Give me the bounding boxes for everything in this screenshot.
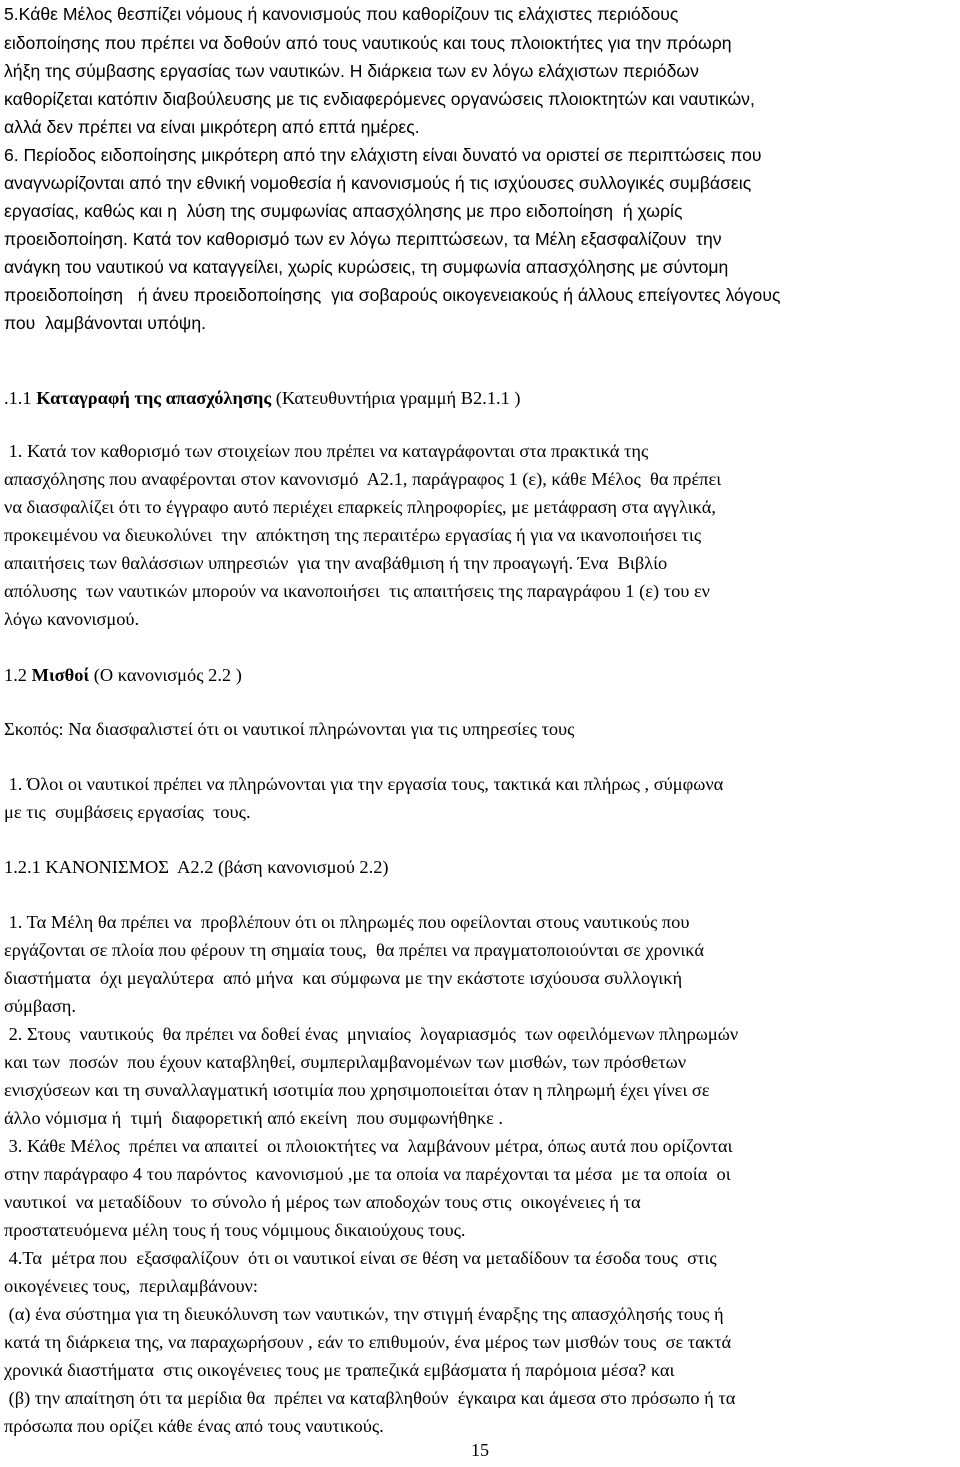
text-line: κατά τη διάρκεια της, να παραχωρήσουν , εάν το επιθυμούν, ένα μέρος των μισθών τους σε τακτά	[4, 1332, 732, 1352]
text-line: εργασίας, καθώς και η λύση της συμφωνίας απασχόλησης με προ ειδοποίηση ή χωρίς	[4, 201, 683, 221]
text-line: να διασφαλίζει ότι το έγγραφο αυτό περιέχει επαρκείς πληροφορίες, με μετάφραση στα αγγλικά,	[4, 497, 716, 517]
text-line: με τις συμβάσεις εργασίας τους.	[4, 802, 251, 822]
text-line: απασχόλησης που αναφέρονται στον κανονισμό Α2.1, παράγραφος 1 (ε), κάθε Μέλος θα πρέπει	[4, 469, 722, 489]
text-line: 1. Τα Μέλη θα πρέπει να προβλέπουν ότι οι πληρωμές που οφείλονται στους ναυτικούς που	[4, 912, 690, 932]
heading-prefix: .1.1	[4, 388, 37, 408]
heading-suffix: (Κατευθυντήρια γραμμή Β2.1.1 )	[271, 388, 521, 408]
text-line: οικογένειες τους, περιλαμβάνουν:	[4, 1276, 258, 1296]
heading-suffix: (Ο κανονισμός 2.2 )	[89, 665, 242, 685]
text-line: στην παράγραφο 4 του παρόντος κανονισμού ,με τα οποία να παρέχονται τα μέσα με τα οποία οι	[4, 1164, 731, 1184]
text-line: (β) την απαίτηση ότι τα μερίδια θα πρέπει να καταβληθούν έγκαιρα και άμεσα στο πρόσωπο ή τα	[4, 1388, 736, 1408]
text-line: 2. Στους ναυτικούς θα πρέπει να δοθεί ένας μηνιαίος λογαριασμός των οφειλόμενων πληρωμών	[4, 1024, 739, 1044]
page-number: 15	[471, 1440, 489, 1460]
text-line: απόλυσης των ναυτικών μπορούν να ικανοποιήσει τις απαιτήσεις της παραγράφου 1 (ε) του εν	[4, 581, 711, 601]
text-line: 3. Κάθε Μέλος πρέπει να απαιτεί οι πλοιοκτήτες να λαμβάνουν μέτρα, όπως αυτά που ορίζονται	[4, 1136, 733, 1156]
text-line: εργάζονται σε πλοία που φέρουν τη σημαία τους, θα πρέπει να πραγματοποιούνται σε χρονικά	[4, 940, 705, 960]
purpose-line: Σκοπός: Να διασφαλιστεί ότι οι ναυτικοί πληρώνονται για τις υπηρεσίες τους	[4, 719, 575, 739]
text-line: πρόσωπα που ορίζει κάθε ένας από τους ναυτικούς.	[4, 1416, 384, 1436]
heading-bold-title: Καταγραφή της απασχόλησης	[36, 388, 272, 408]
text-line: ανάγκη του ναυτικού να καταγγείλει, χωρίς κυρώσεις, τη συμφωνία απασχόλησης με σύντομη	[4, 257, 729, 277]
text-line: προστατευόμενα μέλη τους ή τους νόμιμους δικαιούχους τους.	[4, 1220, 466, 1240]
text-line: προκειμένου να διευκολύνει την απόκτηση της περαιτέρω εργασίας ή για να ικανοποιήσει τις	[4, 525, 702, 545]
text-line: απαιτήσεις των θαλάσσιων υπηρεσιών για την αναβάθμιση ή την προαγωγή. Ένα Βιβλίο	[4, 553, 668, 573]
section-heading-1-2	[4, 663, 242, 687]
text-line: 5.Κάθε Μέλος θεσπίζει νόμους ή κανονισμούς που καθορίζουν τις ελάχιστες περιόδους	[4, 4, 679, 24]
text-line: ειδοποίησης που πρέπει να δοθούν από τους ναυτικούς και τους πλοιοκτήτες για την πρόωρη	[4, 33, 732, 53]
text-line: ναυτικοί να μεταδίδουν το σύνολο ή μέρος των αποδοχών τους στις οικογένειες ή τα	[4, 1192, 641, 1212]
text-line: αναγνωρίζονται από την εθνική νομοθεσία ή κανονισμούς ή τις ισχύουσες συλλογικές συμβάσεις	[4, 173, 752, 193]
heading-prefix: 1.2	[4, 665, 32, 685]
section-heading-1-2-1: 1.2.1 ΚΑΝΟΝΙΣΜΟΣ Α2.2 (βάση κανονισμού 2.2)	[4, 857, 389, 877]
text-line: που λαμβάνονται υπόψη.	[4, 313, 207, 333]
text-line: σύμβαση.	[4, 996, 77, 1016]
heading-bold-title: Μισθοί	[31, 665, 90, 685]
section-heading-1-1	[4, 386, 521, 410]
text-line: αλλά δεν πρέπει να είναι μικρότερη από επτά ημέρες.	[4, 117, 420, 137]
text-line: 4.Τα μέτρα που εξασφαλίζουν ότι οι ναυτικοί είναι σε θέση να μεταδίδουν τα έσοδα τους στις	[4, 1248, 717, 1268]
text-line: (α) ένα σύστημα για τη διευκόλυνση των ναυτικών, την στιγμή έναρξης της απασχόλησής τους ή	[4, 1304, 724, 1324]
text-line: και των ποσών που έχουν καταβληθεί, συμπεριλαμβανομένων των μισθών, των πρόσθετων	[4, 1052, 687, 1072]
text-line: λήξη της σύμβασης εργασίας των ναυτικών. Η διάρκεια των εν λόγω ελάχιστων περιόδων	[4, 61, 699, 81]
text-line: 1. Κατά τον καθορισμό των στοιχείων που πρέπει να καταγράφονται στα πρακτικά της	[4, 441, 649, 461]
text-line: προειδοποίηση ή άνευ προειδοποίησης για σοβαρούς οικογενειακούς ή άλλους επείγοντες λόγους	[4, 285, 781, 305]
text-line: ενισχύσεων και τη συναλλαγματική ισοτιμία που χρησιμοποιείται όταν η πληρωμή έχει γίνει σε	[4, 1080, 710, 1100]
text-line: 6. Περίοδος ειδοποίησης μικρότερη από την ελάχιστη είναι δυνατό να οριστεί σε περιπτώσεις που	[4, 145, 762, 165]
text-line: προειδοποίηση. Κατά τον καθορισμό των εν λόγω περιπτώσεων, τα Μέλη εξασφαλίζουν την	[4, 229, 722, 249]
text-line: άλλο νόμισμα ή τιμή διαφορετική από εκείνη που συμφωνήθηκε .	[4, 1108, 504, 1128]
text-line: 1. Όλοι οι ναυτικοί πρέπει να πληρώνονται για την εργασία τους, τακτικά και πλήρως , σύμφωνα	[4, 774, 724, 794]
text-line: λόγω κανονισμού.	[4, 609, 140, 629]
text-line: καθορίζεται κατόπιν διαβούλευσης με τις ενδιαφερόμενες οργανώσεις πλοιοκτητών και ναυτικών,	[4, 89, 755, 109]
text-line: χρονικά διαστήματα στις οικογένειες τους με τραπεζικά εμβάσματα ή παρόμοια μέσα? και	[4, 1360, 675, 1380]
text-line: διαστήματα όχι μεγαλύτερα από μήνα και σύμφωνα με την εκάστοτε ισχύουσα συλλογική	[4, 968, 683, 988]
